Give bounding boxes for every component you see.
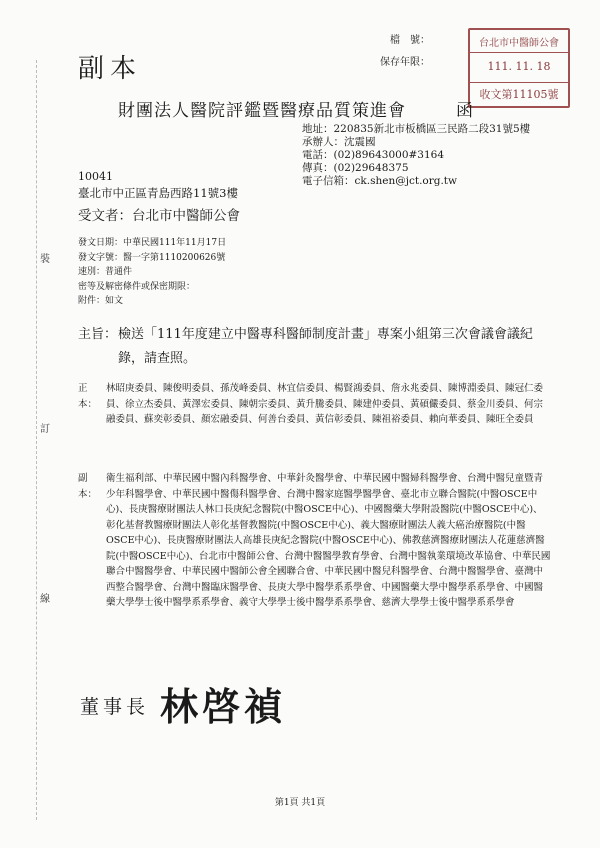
doc-meta	[78, 236, 226, 309]
subject-label: 主旨：	[78, 327, 118, 342]
signature-name: 林啓禎	[160, 685, 287, 729]
recipient-to: 受文者：台北市中醫師公會	[78, 208, 240, 224]
copy-mark: 副本	[78, 54, 143, 84]
binding-mark: 訂	[40, 424, 50, 435]
main-recipients	[78, 381, 552, 428]
subject-text: 檢送「111年度建立中醫專科醫師制度計畫」專案小組第三次會議會議紀錄，請查照。	[118, 327, 533, 366]
doc-date: 發文日期：中華民國111年11月17日	[78, 238, 227, 248]
contact-handler: 承辦人：沈震國	[302, 136, 376, 148]
retention-label: 保存年限：	[380, 57, 430, 68]
doc-type: 函	[456, 101, 473, 121]
binding-mark: 裝	[40, 254, 50, 265]
stamp-org: 台北市中醫師公會	[470, 34, 568, 53]
subject	[78, 323, 548, 371]
main-recipients-text: 林昭庚委員、陳俊明委員、孫茂峰委員、林宜信委員、楊賢鴻委員、詹永兆委員、陳博淵委員、陳冠仁委員、徐立杰委員、黃澤宏委員、陳朝宗委員、黃升騰委員、陳建仲委員、黃碩儼委員、蔡金川委員、何宗融委員、蘇奕彰委員、顏宏融委員、何善台委員、黃信彰委員、陳祖裕委員、賴向華委員、陳旺全委員	[106, 383, 544, 425]
stamp-date: 111. 11. 18	[487, 60, 551, 73]
recipient-zip: 10041	[78, 170, 113, 183]
page-number: 第1頁 共1頁	[274, 798, 326, 808]
receipt-stamp	[468, 28, 570, 108]
contact-fax: 傳真：(02)29648375	[302, 162, 409, 174]
file-labels	[380, 30, 430, 74]
file-no-label: 檔 號：	[390, 35, 430, 46]
copy-recipients-text: 衛生福利部、中華民國中醫內科醫學會、中華針灸醫學會、中華民國中醫婦科醫學會、台灣中醫兒童暨青少年科醫學會、中華民國中醫傷科醫學會、台灣中醫家庭醫學醫學會、臺北市立聯合醫院(中醫OSCE中心)、長庚醫療財團法人林口長庚紀念醫院(中醫OSCE中心)、中國醫藥大學附設醫院(中醫OSCE中心)、彰化基督教醫療財團法人彰化基督教醫院(中醫OSCE中心)、義大醫療財團法人義大癌治療醫院(中醫OSCE中心)、長庚醫療財團法人高雄長庚紀念醫院(中醫OSCE中心)、佛教慈濟醫療財團法人花蓮慈濟醫院(中醫OSCE中心)、台北市中醫師公會、台灣中醫醫學教育學會、台灣中醫執業環境改革協會、中華民國聯合中醫醫學會、中華民國中醫師公會全國聯合會、中華民國中醫兒科醫學會、台灣中醫醫學會、臺灣中西整合醫學會、台灣中醫臨床醫學會、長庚大學中醫學系系學會、中國醫藥大學中醫學系系學會、中國醫藥大學學士後中醫學系系學會、義守大學學士後中醫學系系學會、慈濟大學學士後中醫學系系學會	[106, 473, 551, 608]
recipient-address: 臺北市中正區青島西路11號3樓	[78, 186, 238, 200]
contact-email: 電子信箱：ck.shen@jct.org.tw	[302, 175, 458, 187]
doc-number: 發文字號：醫一字第1110200626號	[78, 252, 226, 263]
stamp-receipt-no: 收文第11105號	[470, 82, 568, 102]
binding-line	[36, 60, 37, 820]
doc-secrecy: 密等及解密條件或保密期限：	[78, 281, 196, 292]
signature-title: 董事長	[80, 696, 150, 718]
doc-speed: 速別：普通件	[78, 267, 133, 277]
contact-block	[302, 123, 542, 188]
doc-attachment: 附件：如文	[78, 296, 124, 306]
contact-address: 地址：220835新北市板橋區三民路二段31號5樓	[302, 123, 531, 135]
org-name: 財團法人醫院評鑑暨醫療品質策進會	[118, 101, 406, 121]
contact-phone: 電話：(02)89643000#3164	[302, 149, 445, 161]
main-recipients-label: 正本：	[78, 383, 98, 410]
copy-recipients	[78, 471, 552, 611]
copy-recipients-label: 副本：	[78, 473, 98, 500]
binding-mark: 線	[40, 594, 50, 605]
